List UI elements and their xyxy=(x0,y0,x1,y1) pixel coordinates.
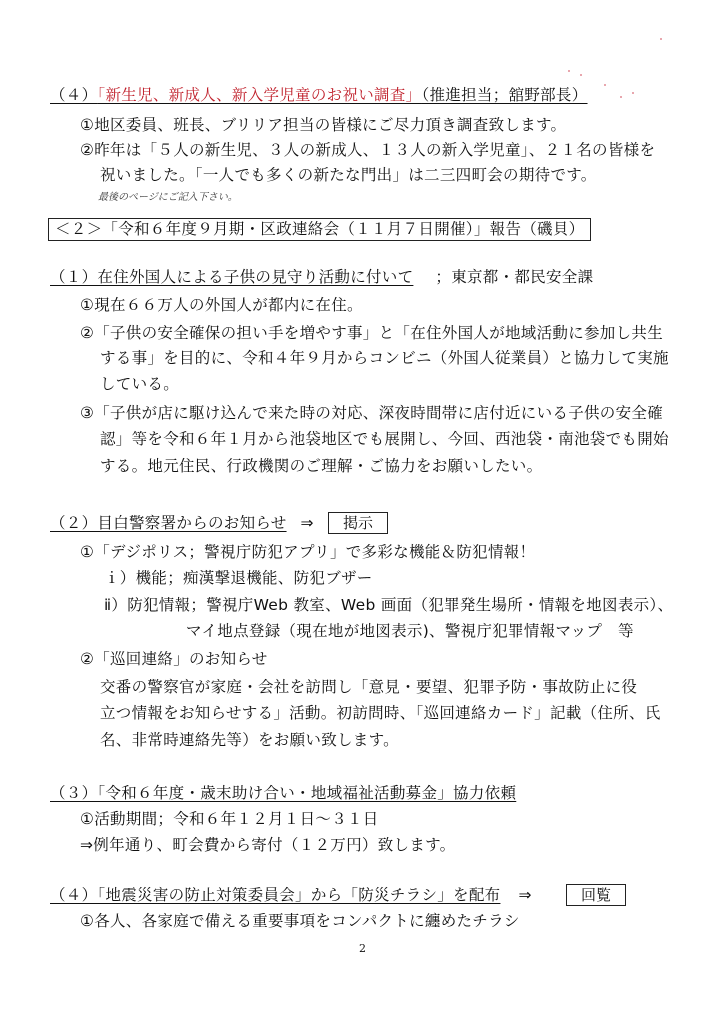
item-3-line-2: ⇒例年通り、町会費から寄付（１２万円）致します。 xyxy=(80,836,456,854)
item-4-tag: 回覧 xyxy=(566,884,626,906)
item-1-source: ；東京都・都民安全課 xyxy=(435,268,594,286)
item-2-heading xyxy=(50,516,314,532)
item-4-title: （４）「地震災害の防止対策委員会」から「防災チラシ」を配布 xyxy=(50,886,501,904)
survey-heading xyxy=(50,88,588,104)
item-4-arrow: ⇒ xyxy=(518,886,532,904)
scan-speck xyxy=(604,84,606,86)
item-1-line-2: ②「子供の安全確保の担い手を増やす事」と「在住外国人が地域活動に参加し共生 xyxy=(80,324,663,342)
item-1-line-4: している。 xyxy=(100,375,180,393)
scan-speck xyxy=(660,38,662,40)
scan-speck xyxy=(620,96,622,98)
item-2-line-7: 立つ情報をお知らせする」活動。初訪問時、「巡回連絡カード」記載（住所、氏 xyxy=(100,704,661,722)
survey-heading-title: 「新生児、新成人、新入学児童のお祝い調査」 xyxy=(97,86,422,104)
item-3-title: （３）「令和６年度・歳末助け合い・地域福祉活動募金」協力依頼 xyxy=(50,784,517,802)
item-1-heading xyxy=(50,270,593,286)
item-1-line-6: 認」等を令和６年１月から池袋地区でも展開し、今回、西池袋・南池袋でも開始 xyxy=(100,430,669,448)
item-3-line-1: ①活動期間；令和６年１２月１日～３１日 xyxy=(80,810,379,828)
item-4-line-1: ①各人、各家庭で備える重要事項をコンパクトに纏めたチラシ xyxy=(80,912,520,930)
item-2-line-2: ｉ）機能；痴漢撃退機能、防犯ブザー xyxy=(104,569,373,587)
item-2-line-6: 交番の警察官が家庭・会社を訪問し「意見・要望、犯罪予防・事故防止に役 xyxy=(100,678,638,696)
scan-speck xyxy=(568,70,570,72)
item-4-heading xyxy=(50,888,532,904)
scan-speck xyxy=(580,74,582,76)
item-2-title: （２）目白警察署からのお知らせ xyxy=(50,514,287,532)
page-number: 2 xyxy=(359,942,366,955)
item-2-line-3: ⅱ）防犯情報；警視庁Web 教室、Web 画面（犯罪発生場所・情報を地図表示）、 xyxy=(104,596,674,614)
survey-line-3: 祝いました。「一人でも多くの新たな門出」は二三四町会の期待です。 xyxy=(100,166,597,184)
item-1-line-5: ③「子供が店に駆け込んで来た時の対応、深夜時間帯に店付近にいる子供の安全確 xyxy=(80,404,663,422)
item-2-line-1: ①「デジポリス；警視庁防犯アプリ」で多彩な機能＆防犯情報！ xyxy=(80,543,536,561)
scan-speck xyxy=(632,92,634,94)
handwritten-note: 最後のページにご記入下さい。 xyxy=(98,192,238,203)
survey-heading-number: （４） xyxy=(50,86,98,104)
item-2-arrow: ⇒ xyxy=(300,514,314,532)
item-2-line-5: ②「巡回連絡」のお知らせ xyxy=(80,650,268,668)
survey-heading-person: （推進担当；舘野部長） xyxy=(421,86,588,104)
item-2-tag: 掲示 xyxy=(328,512,388,534)
survey-line-2: ②昨年は「５人の新生児、３人の新成人、１３人の新入学児童」、２１名の皆様を xyxy=(80,141,656,159)
section-2-title: ＜２＞「令和６年度９月期・区政連絡会（１１月７日開催）」報告（磯貝） xyxy=(48,218,591,241)
item-2-line-8: 名、非常時連絡先等）をお願い致します。 xyxy=(100,731,399,749)
item-1-title: （１）在住外国人による子供の見守り活動に付いて xyxy=(50,268,414,286)
item-2-line-4: マイ地点登録（現在地が地図表示)、警視庁犯罪情報マップ 等 xyxy=(186,622,634,640)
survey-line-1: ①地区委員、班長、ブリリア担当の皆様にご尽力頂き調査致します。 xyxy=(80,116,567,134)
item-1-line-7: する。地元住民、行政機関のご理解・ご協力をお願いしたい。 xyxy=(100,457,543,475)
item-1-line-3: する事」を目的に、令和４年９月からコンビニ（外国人従業員）と協力して実施 xyxy=(100,349,669,367)
item-1-line-1: ①現在６６万人の外国人が都内に在住。 xyxy=(80,296,363,314)
